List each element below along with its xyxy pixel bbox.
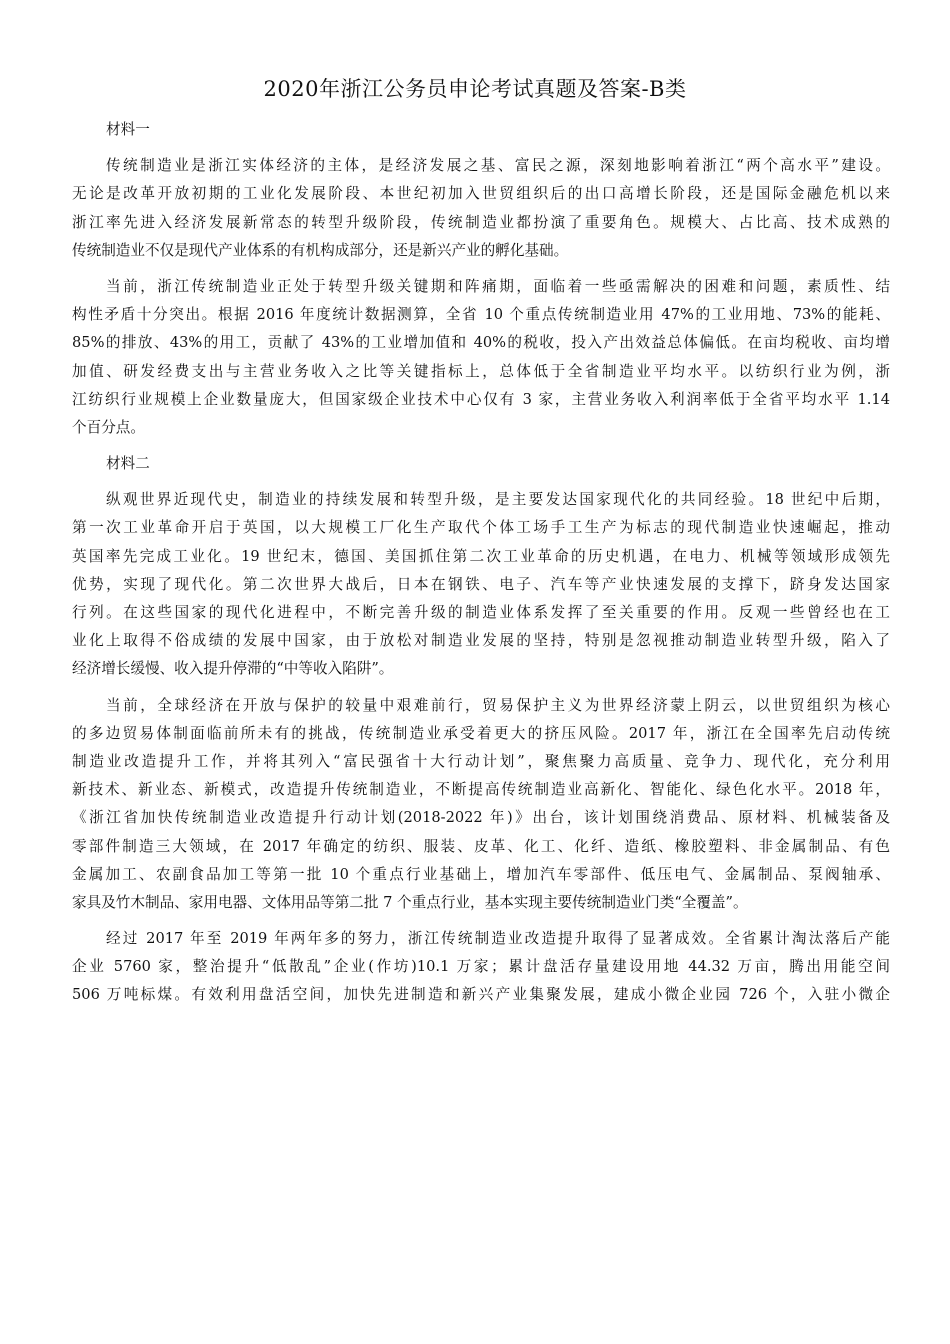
- text-line: 《浙江省加快传统制造业改造提升行动计划(2018-2022 年)》出台，该计划围绕消费品、原材料、机械装备及: [72, 809, 890, 827]
- text-line: 业化上取得不俗成绩的发展中国家，由于放松对制造业发展的坚持，特别是忽视推动制造业转型升级，陷入了: [72, 632, 890, 650]
- text-line: 当前，浙江传统制造业正处于转型升级关键期和阵痛期，面临着一些亟需解决的困难和问题，素质性、结: [106, 277, 890, 295]
- text-line: 浙江率先进入经济发展新常态的转型升级阶段，传统制造业都扮演了重要角色。规模大、占比高、技术成熟的: [72, 213, 890, 231]
- text-line: 经过 2017 年至 2019 年两年多的努力，浙江传统制造业改造提升取得了显著成效。全省累计淘汰落后产能: [106, 930, 890, 948]
- text-line: 纵观世界近现代史，制造业的持续发展和转型升级，是主要发达国家现代化的共同经验。18 世纪中后期，: [106, 491, 890, 509]
- text-line: 第一次工业革命开启于英国，以大规模工厂化生产取代个体工场手工生产为标志的现代制造业快速崛起，推动: [72, 519, 890, 537]
- text-line: 金属加工、农副食品加工等第一批 10 个重点行业基础上，增加汽车零部件、低压电气、金属制品、泵阀轴承、: [72, 865, 890, 883]
- text-line: 85%的排放、43%的用工，贡献了 43%的工业增加值和 40%的税收，投入产出效益总体偏低。在亩均税收、亩均增: [72, 334, 890, 352]
- text-line: 传统制造业不仅是现代产业体系的有机构成部分，还是新兴产业的孵化基础。: [72, 241, 569, 259]
- text-line: 个百分点。: [72, 418, 145, 436]
- document-title: 2020年浙江公务员申论考试真题及答案-B类: [263, 77, 687, 101]
- text-line: 无论是改革开放初期的工业化发展阶段、本世纪初加入世贸组织后的出口高增长阶段，还是国际金融危机以来: [72, 185, 890, 203]
- section-heading: 材料二: [106, 455, 150, 473]
- text-line: 江纺织行业规模上企业数量庞大，但国家级企业技术中心仅有 3 家，主营业务收入利润率低于全省平均水平 1.14: [72, 390, 890, 408]
- text-line: 经济增长缓慢、收入提升停滞的“中等收入陷阱”。: [72, 660, 394, 678]
- paragraph: [72, 273, 890, 442]
- text-line: 当前，全球经济在开放与保护的较量中艰难前行，贸易保护主义为世界经济蒙上阴云，以世贸组织为核心: [106, 696, 890, 714]
- paragraph: [72, 152, 890, 265]
- text-line: 构性矛盾十分突出。根据 2016 年度统计数据测算，全省 10 个重点传统制造业用 47%的工业用地、73%的能耗、: [72, 306, 890, 324]
- paragraph: [72, 925, 890, 1010]
- text-line: 行列。在这些国家的现代化进程中，不断完善升级的制造业体系发挥了至关重要的作用。反观一些曾经也在工: [72, 604, 890, 621]
- text-line: 传统制造业是浙江实体经济的主体，是经济发展之基、富民之源，深刻地影响着浙江“两个高水平”建设。: [106, 157, 890, 175]
- text-line: 的多边贸易体制面临前所未有的挑战，传统制造业承受着更大的挤压风险。2017 年，浙江在全国率先启动传统: [72, 724, 890, 742]
- text-line: 家具及竹木制品、家用电器、文体用品等第二批 7 个重点行业，基本实现主要传统制造业门类“全覆盖”。: [72, 893, 748, 911]
- text-line: 优势，实现了现代化。第二次世界大战后，日本在钢铁、电子、汽车等产业快速发展的支撑下，跻身发达国家: [72, 575, 890, 593]
- text-line: 零部件制造三大领域，在 2017 年确定的纺织、服装、皮革、化工、化纤、造纸、橡胶塑料、非金属制品、有色: [72, 837, 890, 855]
- text-line: 506 万吨标煤。有效利用盘活空间，加快先进制造和新兴产业集聚发展，建成小微企业园 726 个，入驻小微企: [72, 986, 890, 1004]
- text-line: 加值、研发经费支出与主营业务收入之比等关键指标上，总体低于全省制造业平均水平。以纺织行业为例，浙: [72, 362, 890, 380]
- paragraph: [72, 692, 890, 918]
- text-line: 英国率先完成工业化。19 世纪末，德国、美国抓住第二次工业革命的历史机遇，在电力、机械等领域形成领先: [72, 547, 890, 565]
- section-heading: 材料一: [106, 121, 150, 138]
- paragraph: [72, 486, 890, 683]
- document-body: [72, 116, 890, 1018]
- text-line: 新技术、新业态、新模式，改造提升传统制造业，不断提高传统制造业高新化、智能化、绿色化水平。2018 年，: [72, 781, 890, 799]
- text-line: 制造业改造提升工作，并将其列入“富民强省十大行动计划”，聚焦聚力高质量、竞争力、现代化，充分利用: [72, 752, 890, 770]
- text-line: 企业 5760 家，整治提升“低散乱”企业(作坊)10.1 万家；累计盘活存量建设用地 44.32 万亩，腾出用能空间: [72, 958, 890, 976]
